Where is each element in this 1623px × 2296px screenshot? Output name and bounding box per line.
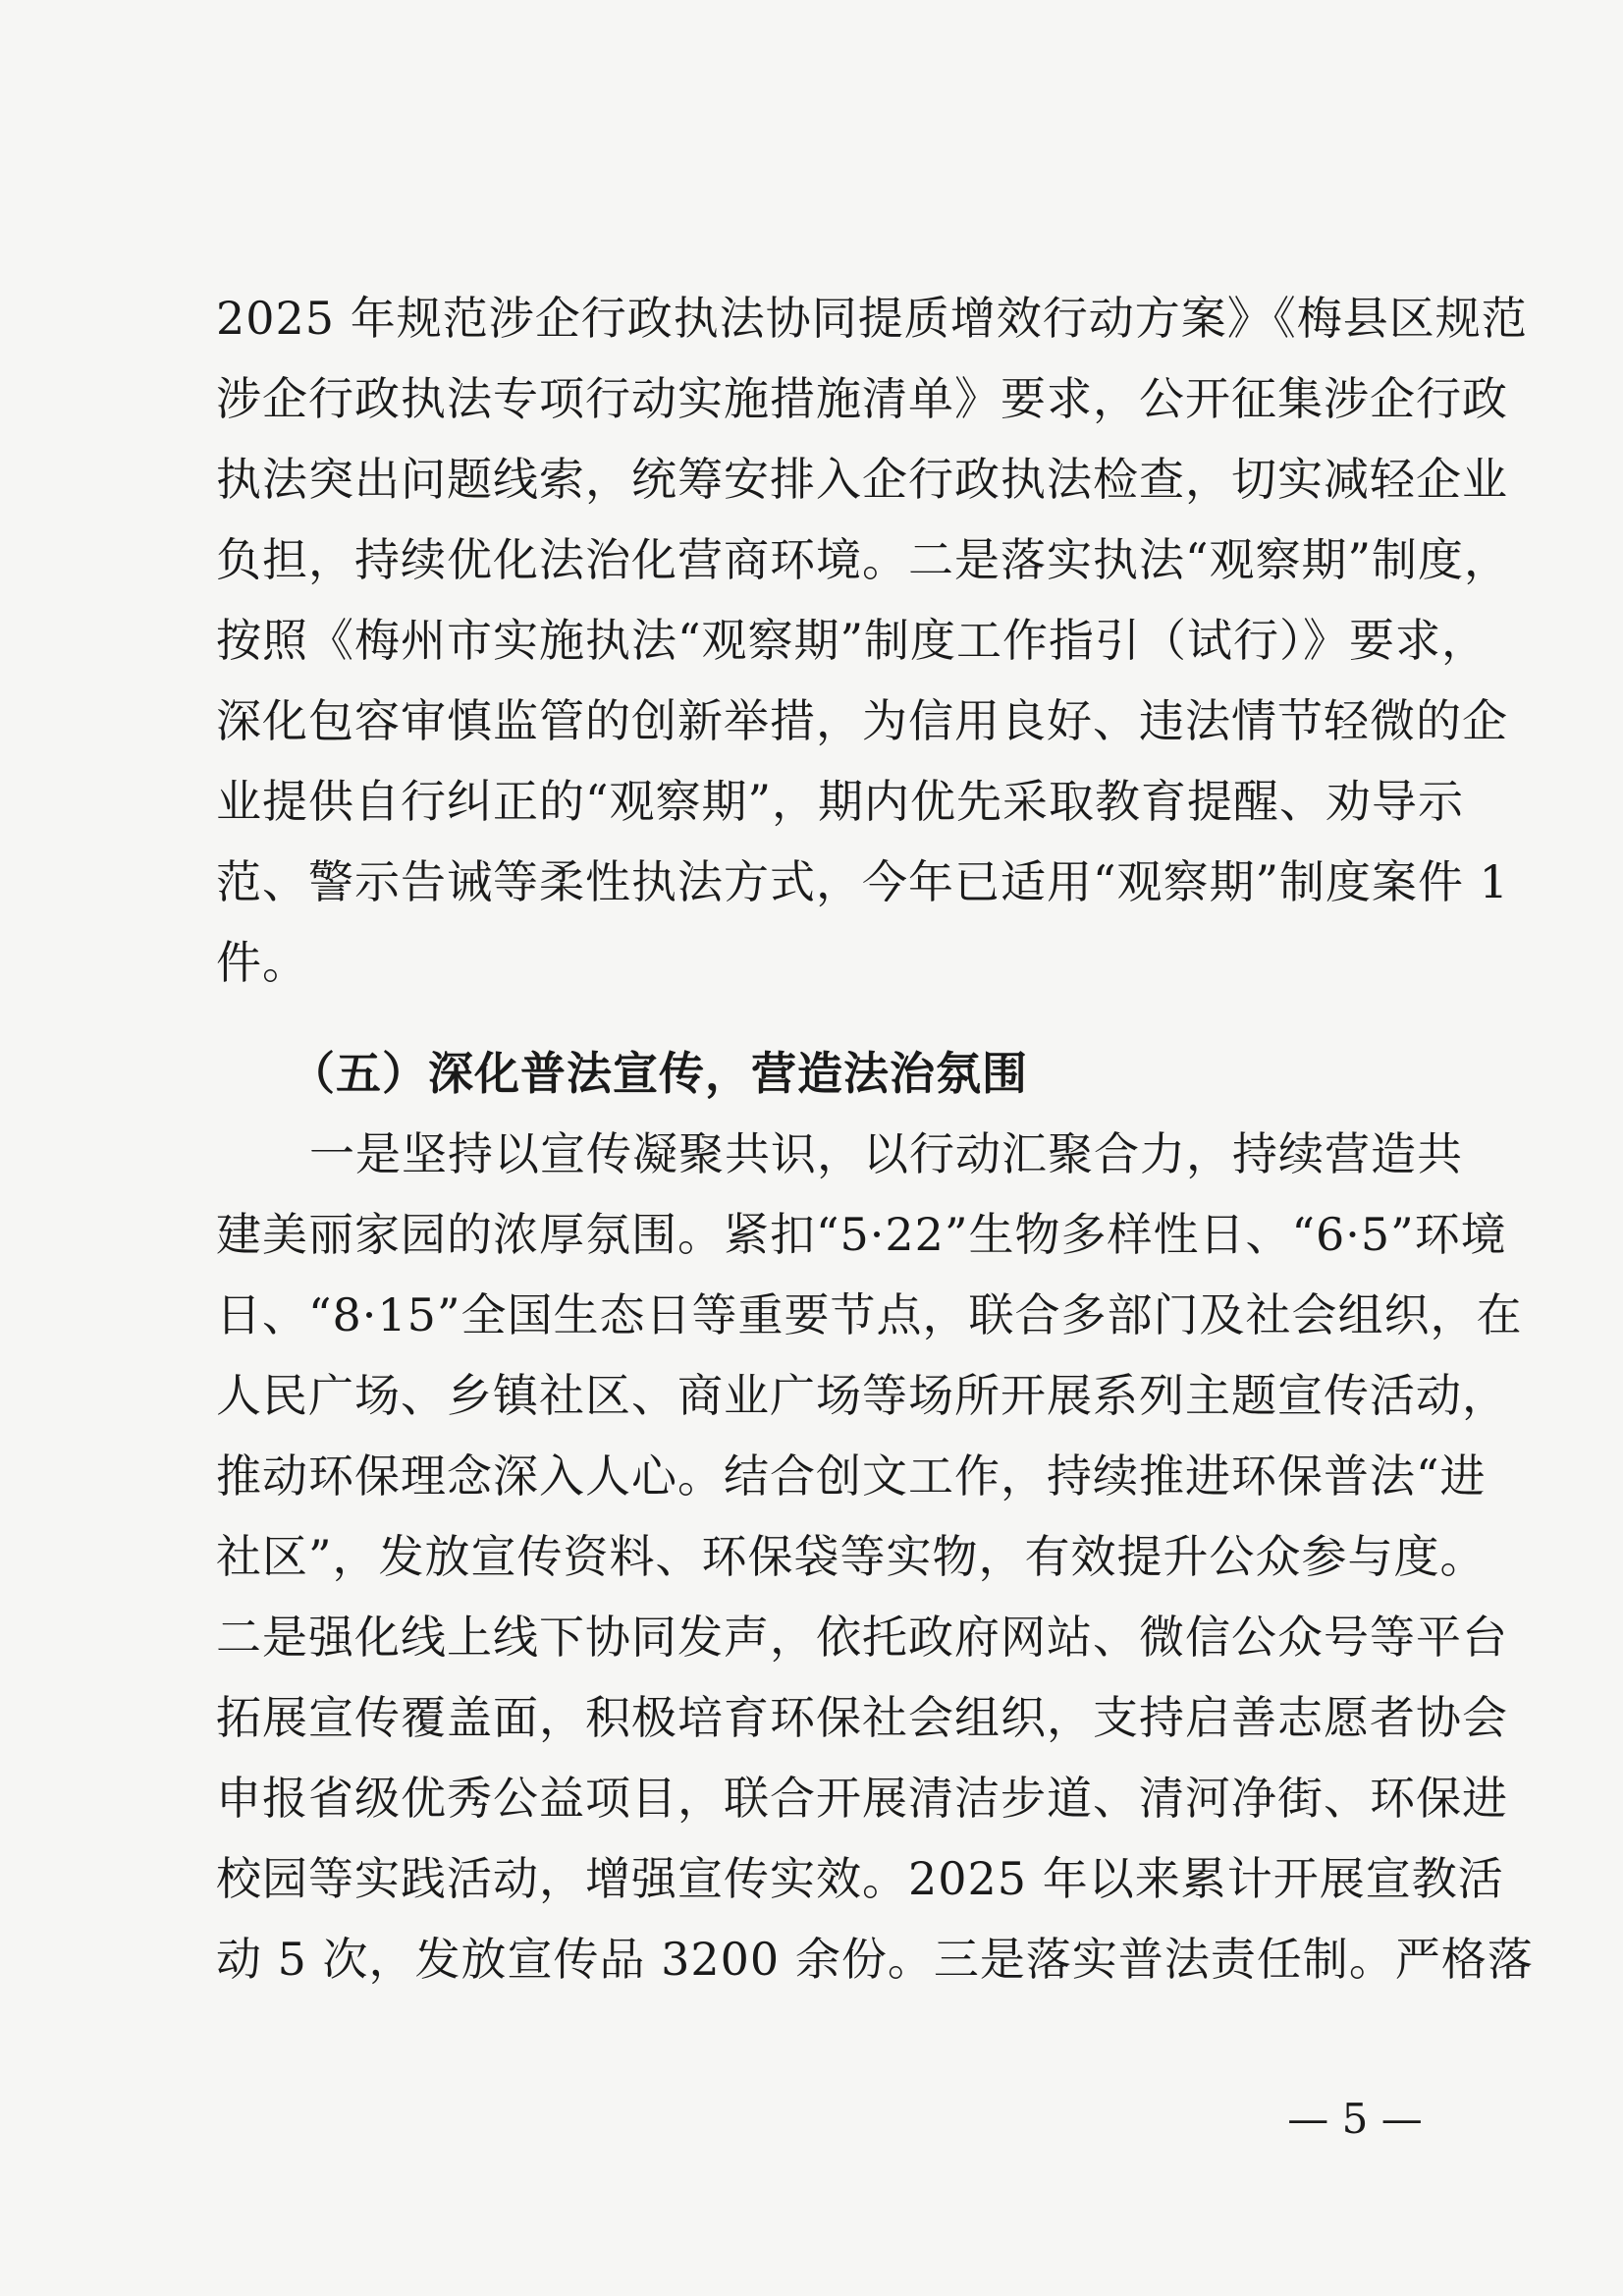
paragraph-line: 2025 年规范涉企行政执法协同提质增效行动方案》《梅县区规范 bbox=[216, 292, 1528, 345]
section-line: 人民广场、乡镇社区、商业广场等场所开展系列主题宣传活动， bbox=[216, 1369, 1508, 1422]
section-line: 校园等实践活动，增强宣传实效。2025 年以来累计开展宣教活 bbox=[216, 1852, 1504, 1905]
section-line: 建美丽家园的浓厚氛围。紧扣“5·22”生物多样性日、“6·5”环境 bbox=[216, 1208, 1507, 1261]
section-line: 社区”，发放宣传资料、环保袋等实物，有效提升公众参与度。 bbox=[216, 1530, 1487, 1583]
paragraph-line: 按照《梅州市实施执法“观察期”制度工作指引（试行）》要求， bbox=[216, 614, 1488, 667]
paragraph-line: 执法突出问题线索，统筹安排入企行政执法检查，切实减轻企业 bbox=[216, 453, 1508, 506]
paragraph-line: 范、警示告诫等柔性执法方式，今年已适用“观察期”制度案件 1 bbox=[216, 855, 1509, 908]
paragraph-line: 深化包容审慎监管的创新举措，为信用良好、违法情节轻微的企 bbox=[216, 694, 1508, 747]
paragraph-line: 件。 bbox=[216, 936, 308, 989]
paragraph-line: 业提供自行纠正的“观察期”，期内优先采取教育提醒、劝导示 bbox=[216, 775, 1465, 828]
section-line: 动 5 次，发放宣传品 3200 余份。三是落实普法责任制。严格落 bbox=[216, 1933, 1534, 1986]
section-line: 推动环保理念深入人心。结合创文工作，持续推进环保普法“进 bbox=[216, 1449, 1487, 1503]
section-line: 申报省级优秀公益项目，联合开展清洁步道、清河净街、环保进 bbox=[216, 1772, 1508, 1825]
section-heading: （五）深化普法宣传，营造法治氛围 bbox=[290, 1047, 1028, 1100]
paragraph-line: 负担，持续优化法治化营商环境。二是落实执法“观察期”制度， bbox=[216, 533, 1511, 586]
paragraph-line: 涉企行政执法专项行动实施措施清单》要求，公开征集涉企行政 bbox=[216, 372, 1508, 425]
page-number: — 5 — bbox=[1287, 2095, 1423, 2143]
section-line: 二是强化线上线下协同发声，依托政府网站、微信公众号等平台 bbox=[216, 1611, 1508, 1664]
section-line: 日、“8·15”全国生态日等重要节点，联合多部门及社会组织，在 bbox=[216, 1288, 1523, 1341]
section-line: 一是坚持以宣传凝聚共识，以行动汇聚合力，持续营造共 bbox=[309, 1127, 1463, 1180]
section-line: 拓展宣传覆盖面，积极培育环保社会组织，支持启善志愿者协会 bbox=[216, 1691, 1508, 1744]
